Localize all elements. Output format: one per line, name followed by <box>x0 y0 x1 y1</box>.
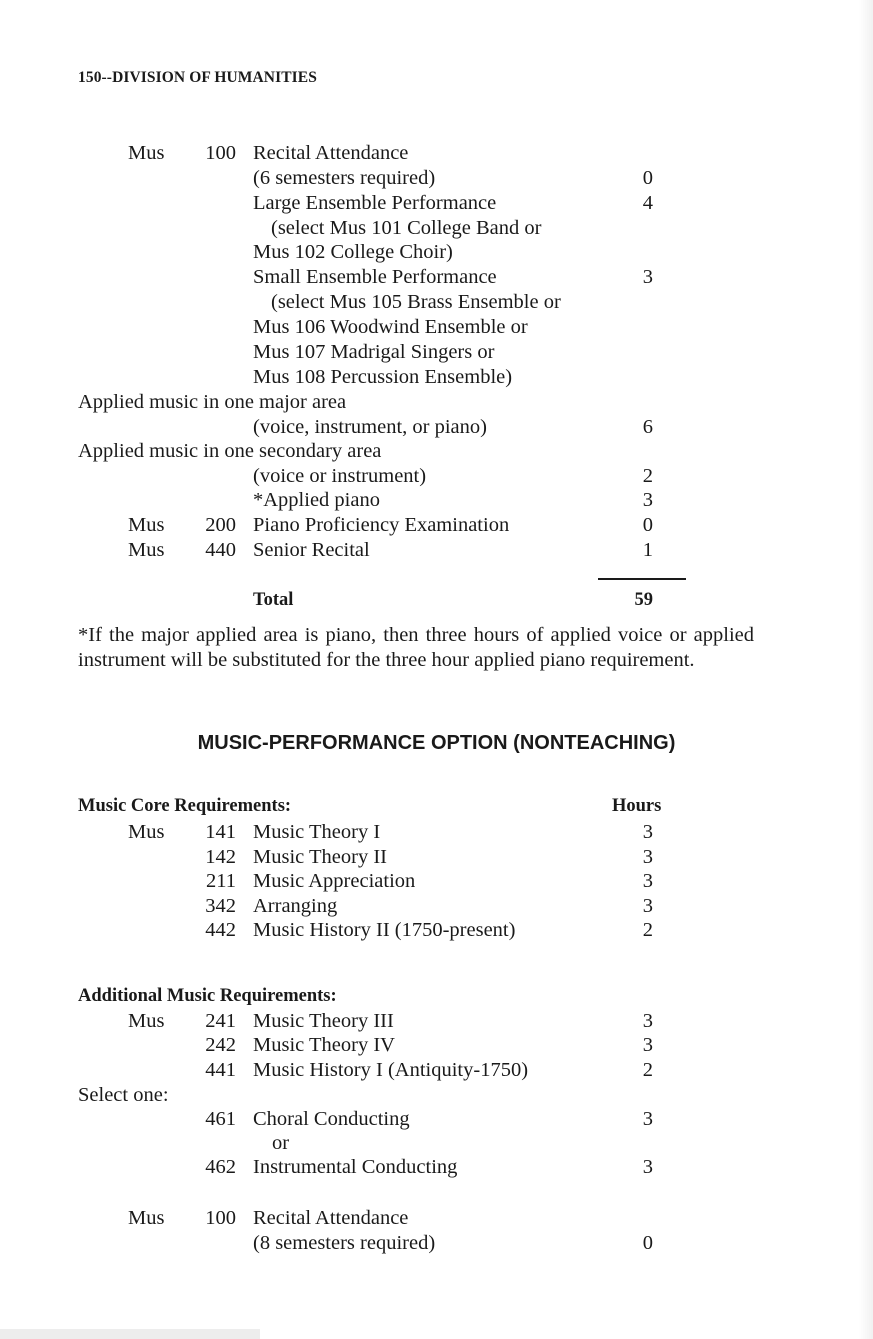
course-title: Small Ensemble Performance <box>253 266 497 288</box>
course-note: Mus 108 Percussion Ensemble) <box>253 366 513 388</box>
course-title: Large Ensemble Performance <box>253 192 497 214</box>
course-title: Music Theory III <box>253 1010 394 1032</box>
course-hours: 3 <box>642 489 653 511</box>
course-number: 141 <box>205 821 236 843</box>
course-number: 241 <box>205 1010 236 1032</box>
course-hours: 0 <box>642 167 653 189</box>
course-hours: 0 <box>642 514 653 536</box>
course-note: Mus 107 Madrigal Singers or <box>253 341 495 363</box>
scan-shadow <box>0 1329 260 1339</box>
course-number: 200 <box>205 514 236 536</box>
course-number: 440 <box>205 539 236 561</box>
course-hours: 3 <box>642 846 653 868</box>
course-title: Recital Attendance <box>253 1207 409 1229</box>
course-number: 441 <box>205 1059 236 1081</box>
course-title: Piano Proficiency Examination <box>253 514 510 536</box>
course-hours: 1 <box>642 539 653 561</box>
course-number: 100 <box>205 142 236 164</box>
or-label: or <box>272 1132 290 1154</box>
section-title: MUSIC-PERFORMANCE OPTION (NONTEACHING) <box>197 732 676 754</box>
course-title: Music History II (1750-present) <box>253 919 516 941</box>
course-number: 462 <box>205 1156 236 1178</box>
course-title: Music Theory II <box>253 846 387 868</box>
course-hours: 3 <box>642 1010 653 1032</box>
course-note: Mus 106 Woodwind Ensemble or <box>253 316 528 338</box>
course-number: 211 <box>206 870 236 892</box>
course-hours: 3 <box>642 821 653 843</box>
course-note: Mus 102 College Choir) <box>253 241 453 263</box>
course-dept: Mus <box>128 539 165 561</box>
course-hours: 4 <box>642 192 653 214</box>
course-title: Music History I (Antiquity-1750) <box>253 1059 529 1081</box>
additional-heading: Additional Music Requirements: <box>78 986 337 1006</box>
course-title: Music Appreciation <box>253 870 416 892</box>
course-number: 142 <box>205 846 236 868</box>
course-note: (select Mus 105 Brass Ensemble or <box>271 291 561 313</box>
course-title: Choral Conducting <box>253 1108 410 1130</box>
course-number: 100 <box>205 1207 236 1229</box>
course-number: 242 <box>205 1034 236 1056</box>
course-title: Music Theory I <box>253 821 381 843</box>
course-dept: Mus <box>128 514 165 536</box>
course-title: Instrumental Conducting <box>253 1156 458 1178</box>
total-rule <box>598 578 686 580</box>
select-one-label: Select one: <box>78 1084 169 1106</box>
course-dept: Mus <box>128 142 165 164</box>
hours-heading: Hours <box>612 796 662 816</box>
requirement-heading: Applied music in one secondary area <box>78 440 382 462</box>
course-hours: 3 <box>642 1108 653 1130</box>
course-hours: 0 <box>642 1232 653 1254</box>
course-dept: Mus <box>128 1010 165 1032</box>
page-edge-shadow <box>859 0 873 1339</box>
course-hours: 6 <box>642 416 653 438</box>
course-hours: 2 <box>642 465 653 487</box>
course-title: *Applied piano <box>253 489 380 511</box>
course-hours: 3 <box>642 895 653 917</box>
core-heading: Music Core Requirements: <box>78 796 292 816</box>
course-note: (8 semesters required) <box>253 1232 436 1254</box>
course-hours: 3 <box>642 266 653 288</box>
course-note: (select Mus 101 College Band or <box>271 217 542 239</box>
course-number: 442 <box>205 919 236 941</box>
course-title: Recital Attendance <box>253 142 409 164</box>
course-note: (6 semesters required) <box>253 167 436 189</box>
course-number: 342 <box>205 895 236 917</box>
course-title: Arranging <box>253 895 338 917</box>
requirement-heading: Applied music in one major area <box>78 391 347 413</box>
course-title: Senior Recital <box>253 539 370 561</box>
course-title: Music Theory IV <box>253 1034 395 1056</box>
running-header: 150--DIVISION OF HUMANITIES <box>78 69 317 86</box>
course-hours: 3 <box>642 870 653 892</box>
total-label: Total <box>253 590 294 610</box>
course-note: (voice or instrument) <box>253 465 427 487</box>
course-hours: 3 <box>642 1156 653 1178</box>
course-note: (voice, instrument, or piano) <box>253 416 487 438</box>
total-value: 59 <box>634 590 653 610</box>
course-hours: 2 <box>642 1059 653 1081</box>
footnote: *If the major applied area is piano, then three hours of applied voice or applied instrument will be substituted for the three hour applied piano requirement. <box>78 624 754 671</box>
course-hours: 3 <box>642 1034 653 1056</box>
course-dept: Mus <box>128 821 165 843</box>
course-hours: 2 <box>642 919 653 941</box>
course-number: 461 <box>205 1108 236 1130</box>
course-dept: Mus <box>128 1207 165 1229</box>
